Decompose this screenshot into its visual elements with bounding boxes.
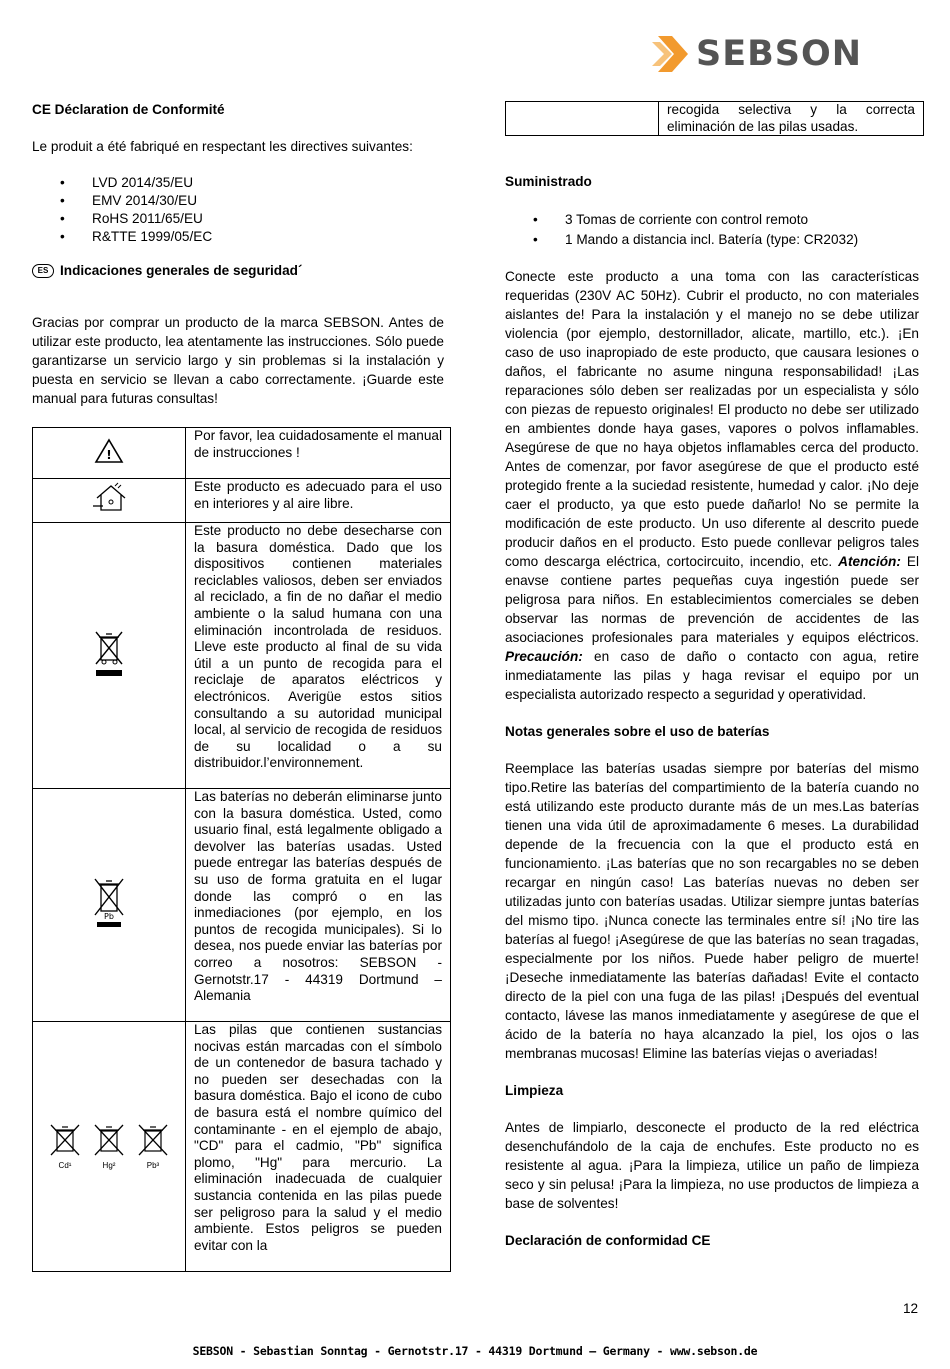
brand-name: SEBSON [696, 34, 863, 74]
ce-title: CE Déclaration de Conformité [32, 102, 225, 117]
right-column [505, 172, 919, 1250]
attention-label: Atención: [838, 554, 901, 569]
table-cell-text: Este producto es adecuado para el uso en interiores y al aire libre. [186, 479, 451, 523]
intro-paragraph: Gracias por comprar un producto de la marca SEBSON. Antes de utilizar este producto, lea atentamente las instrucciones. Sólo puede garantizarse un servicio largo y sin problemas si la instalación y puesta en servicio se llevan a cabo correctamente. ¡Guarde este manual para futuras consultas! [32, 315, 444, 406]
heavy-metal-bins-icon [33, 1123, 185, 1170]
bin-label: Hg² [102, 1160, 116, 1170]
list-item: • 3 Tomas de corriente con control remoto [505, 210, 919, 230]
table-cell-icon [33, 789, 186, 1022]
table-row [33, 789, 451, 1022]
batteries-title: Notas generales sobre el uso de baterías [505, 724, 770, 739]
directives-list [32, 174, 444, 246]
table-cell-icon [33, 479, 186, 523]
table-cell-text: Las baterías no deberán eliminarse junto con la basura doméstica. Usted, como usuario final, está legalmente obligado a devolver las baterías usadas. Usted puede entregar las baterías después de su uso de forma gratuita en el lugar donde las compró o en las inmediaciones (por ejemplo, en los puntos de recogida municipales). Si lo desea, nos puede enviar las baterías por correo a nosotros: SEBSON - Gernotstr.17 - 44319 Dortmund – Alemania [186, 789, 451, 1022]
caution-label: Precaución: [505, 649, 583, 664]
safety-title-text: Indicaciones generales de seguridad´ [60, 263, 303, 278]
list-item: • EMV 2014/30/EU [32, 192, 444, 210]
page-number: 12 [903, 1301, 919, 1316]
language-badge: ES [32, 264, 54, 278]
table-cell-text: recogida selectiva y la correcta eliminación de las pilas usadas. [659, 102, 924, 136]
bin-label: Pb³ [146, 1160, 160, 1170]
table-row [33, 523, 451, 789]
usage-text-a: Conecte este producto a una toma con las características requeridas (230V AC 50Hz). Cubrir el producto, no con materiales aislantes de! Para la instalación y el manejo no se debe utilizar violencia (por ejemplo, destornillador, alicate, martillo, etc.). ¡En caso de uso inapropiado de este producto, que causara lesiones o daños, el fabricante no asume ninguna responsabilidad! ¡Las reparaciones sólo deben ser realizadas por un especialista y sólo con piezas de repuesto originales! El producto no debe ser utilizado en ambientes donde haya gases, vapores o polvos inflamables. Asegúrese de que no haya objetos inflamables cerca del producto. Antes de comenzar, por favor asegúrese de que el producto esté protegido frente a la suciedad resistente, humedad y calor. ¡No deje caer el producto, ya que esto puede dañarlo! No se permite la modificación de este producto. Un uso diferente al descrito puede producir daños en el producto. Esto puede conllevar peligros tales como descarga eléctrica, cortocircuito, incendio, etc. [505, 269, 919, 569]
table-row [506, 102, 924, 136]
cleaning-title: Limpieza [505, 1083, 564, 1098]
cleaning-paragraph: Antes de limpiarlo, desconecte el producto de la red eléctrica desenchufándolo de la caja de enchufes. Este producto no es resistente al agua. ¡Para la limpieza, utilice un paño de limpieza seco y sin pelusa! ¡Para la limpieza, no use productos de limpieza a base de solventes! [505, 1120, 919, 1211]
battery-bin-icon [92, 877, 126, 929]
bin-label: Cd¹ [58, 1160, 72, 1170]
usage-text-c: en caso de daño o contacto con agua, retire inmediatamente las pilas y haga revisar el equipo por un especialista autorizado respecto a seguridad y operatividad. [505, 649, 919, 702]
symbols-table [32, 427, 451, 1272]
supplied-title: Suministrado [505, 174, 592, 189]
usage-text-b: El enavse contiene partes pequeñas cuya ingestión puede ser peligrosa para niños. En establecimientos comerciales se deben observar las normas de prevención de accidentes de las asociaciones profesionales para materiales y equipos eléctricos. [505, 554, 919, 645]
table-cell-text: Las pilas que contienen sustancias nocivas están marcadas con el símbolo de un contenedor de basura tachado y no pueden ser desechadas con la basura doméstica. Bajo el icono de cubo de basura está el nombre químico del contaminante - en el ejemplo de abajo, "CD" para el cadmio, "Pb" significa plomo, "Hg" para mercurio. La eliminación inadecuada de cualquier sustancia contenida en las pilas puede ser peligroso para la salud y el medio ambiente. Estos peligros se pueden evitar con la [186, 1022, 451, 1272]
continuation-table [505, 101, 924, 136]
table-cell-icon [33, 1022, 186, 1272]
ce-intro: Le produit a été fabriqué en respectant les directives suivantes: [32, 139, 413, 154]
table-cell-icon [33, 428, 186, 479]
svg-text:!: ! [106, 447, 112, 462]
chevron-logo-icon [652, 32, 694, 76]
table-cell-text: Este producto no debe desecharse con la basura doméstica. Dado que los dispositivos contienen materiales reciclables valiosos, deben ser enviados al reciclado, a fin de no dañar el medio ambiente o la salud humana con una eliminación incontrolada de residuos. Lleve este producto al final de su vida útil a un punto de recogida para el reciclaje de aparatos eléctricos y electrónicos. Averigüe estos sitios consultando a su autoridad municipal local, al servicio de recogida de residuos de su localidad o a su distribuidor.l’environnement. [186, 523, 451, 789]
usage-paragraph [505, 267, 919, 704]
cadmium-bin-icon [47, 1123, 83, 1170]
table-cell-icon [33, 523, 186, 789]
table-cell-icon [506, 102, 659, 136]
list-item: • 1 Mando a distancia incl. Batería (type: CR2032) [505, 230, 919, 250]
supplied-list [505, 210, 919, 250]
table-row [33, 428, 451, 479]
warning-triangle-icon [94, 438, 124, 464]
brand-logo [652, 32, 892, 76]
table-row [33, 479, 451, 523]
list-item: • LVD 2014/35/EU [32, 174, 444, 192]
left-column [32, 100, 444, 408]
svg-text:Pb: Pb [104, 911, 114, 921]
list-item: • RoHS 2011/65/EU [32, 210, 444, 228]
indoor-outdoor-icon [89, 482, 129, 514]
conformity-title: Declaración de conformidad CE [505, 1233, 711, 1248]
table-row [33, 1022, 451, 1272]
crossed-bin-icon [92, 628, 126, 678]
mercury-bin-icon [91, 1123, 127, 1170]
table-cell-text: Por favor, lea cuidadosamente el manual de instrucciones ! [186, 428, 451, 479]
batteries-paragraph: Reemplace las baterías usadas siempre por baterías del mismo tipo.Retire las baterías del compartimiento de la batería cuando no está utilizando este producto durante más de un mes.Las baterías tienen una vida útil de aproximadamente 6 meses. La durabilidad depende de la frecuencia con la que el producto está en funcionamiento. ¡Las baterías que no son recargables no se deben recargar en ningún caso! Las baterías nuevas no deben ser utilizadas junto con baterías usadas. Utilizar siempre juntas baterías del mismo tipo. ¡Nunca conecte las terminales entre sí! ¡No tire las baterías al fuego! ¡Asegúrese de que las baterías no sean tragadas, especialmente por los niños. Puede haber peligro de muerte! ¡Deseche inmediatamente las baterías dañadas! Evite el contacto directo de la piel con una fuga de las pilas! ¡Después del eventual contacto, lávese las manos inmediatamente y asegúrese de que el ácido de la batería no haya alcanzado la piel, los ojos o las membranas mucosas! Elimine las baterías viejas o averiadas! [505, 761, 919, 1061]
list-item: • R&TTE 1999/05/EC [32, 228, 444, 246]
safety-title [20, 261, 444, 280]
lead-bin-icon [135, 1123, 171, 1170]
footer: SEBSON - Sebastian Sonntag - Gernotstr.17 - 44319 Dortmund – Germany - www.sebson.de [192, 1344, 758, 1358]
